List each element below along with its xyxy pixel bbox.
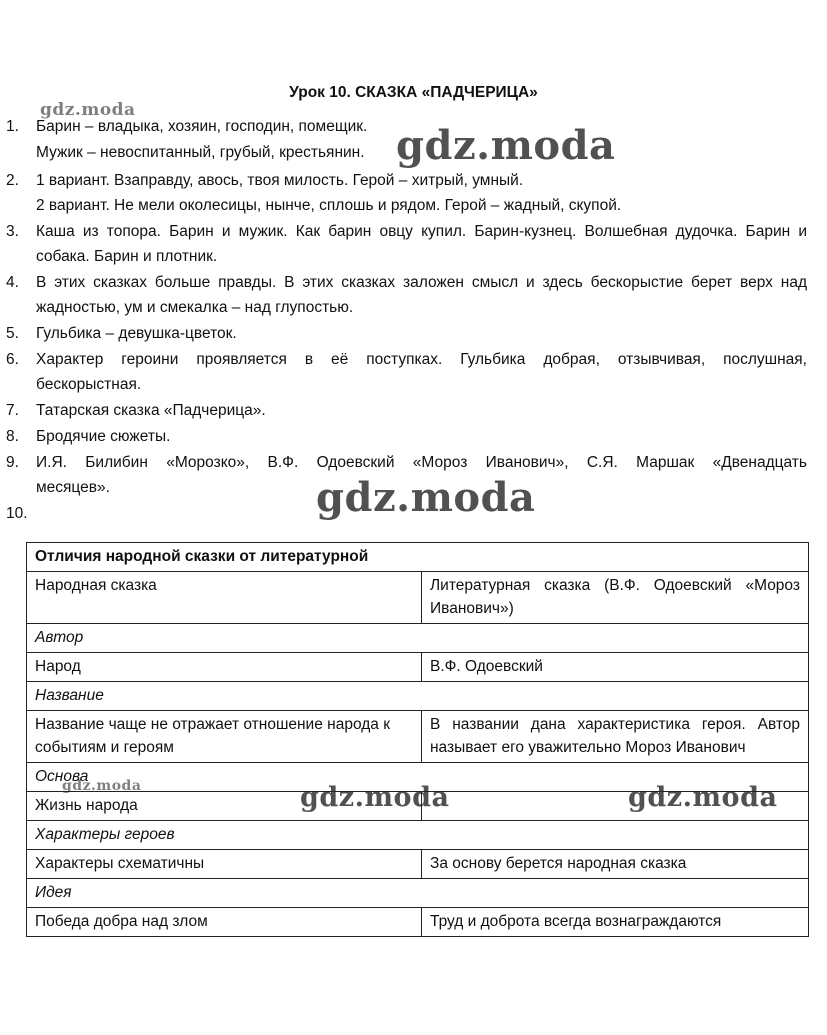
item-number: 8. [6,428,19,445]
section-label: Основа [27,763,809,792]
item-number: 5. [6,325,19,342]
table-row [27,763,809,792]
item-text: бескорыстная. [36,376,142,393]
table-cell: Народ [27,653,422,682]
column-heading-folk: Народная сказка [27,572,422,624]
item-text: месяцев». [36,479,110,496]
table-cell: В.Ф. Одоевский [422,653,809,682]
item-number: 3. [6,223,19,240]
item-number: 2. [6,172,19,189]
page-title: Урок 10. СКАЗКА «ПАДЧЕРИЦА» [289,84,538,101]
item-text: жадностью, ум и смекалка – над глупостью. [36,299,354,316]
item-number: 4. [6,274,19,291]
table-row [27,879,809,908]
table-header: Отличия народной сказки от литературной [27,543,809,572]
item-number: 1. [6,118,19,135]
item-text: 2 вариант. Не мели околесицы, нынче, сплошь и рядом. Герой – жадный, скупой. [36,197,622,214]
item-number: 9. [6,454,19,471]
table-cell: Победа добра над злом [27,908,422,937]
table-row [27,821,809,850]
table-row [27,711,809,763]
item-text: 1 вариант. Взаправду, авось, твоя милость. Герой – хитрый, умный. [36,172,524,189]
item-number: 6. [6,351,19,368]
watermark: gdz.moda [40,100,136,120]
comparison-table [26,542,809,937]
table-row [27,543,809,572]
section-label: Автор [27,624,809,653]
item-text: Бродячие сюжеты. [36,428,171,445]
table-row [27,908,809,937]
item-text: Барин – владыка, хозяин, господин, помещик. [36,118,368,135]
table-row [27,682,809,711]
table-row [27,850,809,879]
section-label: Идея [27,879,809,908]
watermark: gdz.moda [628,782,778,813]
table-cell: Труд и доброта всегда вознаграждаются [422,908,809,937]
item-text: Мужик – невоспитанный, грубый, крестьянин. [36,144,365,161]
table-row [27,653,809,682]
watermark: gdz.moda [396,122,616,169]
table-row [27,624,809,653]
table-cell: В названии дана характеристика героя. Автор называет его уважительно Мороз Иванович [422,711,809,763]
item-text: Каша из топора. Барин и мужик. Как барин овцу купил. Барин-кузнец. Волшебная дудочка. Барин и [36,223,807,240]
table-cell: Жизнь народа [27,792,422,821]
column-heading-literary: Литературная сказка (В.Ф. Одоевский «Мороз Иванович») [422,572,809,624]
item-text: собака. Барин и плотник. [36,248,218,265]
item-text: В этих сказках больше правды. В этих сказках заложен смысл и здесь бескорыстие берет верх над [36,274,807,291]
item-text: И.Я. Билибин «Морозко», В.Ф. Одоевский «Мороз Иванович», С.Я. Маршак «Двенадцать [36,454,807,471]
table-cell: За основу берется народная сказка [422,850,809,879]
section-label: Название [27,682,809,711]
table-row [27,572,809,624]
table-cell: Название чаще не отражает отношение народа к событиям и героям [27,711,422,763]
watermark: gdz.moda [62,778,142,794]
item-number: 7. [6,402,19,419]
watermark: gdz.moda [300,782,450,813]
table-cell: Характеры схематичны [27,850,422,879]
item-number: 10. [6,505,28,522]
table-cell [422,792,809,821]
item-text: Характер героини проявляется в её поступках. Гульбика добрая, отзывчивая, послушная, [36,351,807,368]
item-text: Гульбика – девушка-цветок. [36,325,237,342]
item-text: Татарская сказка «Падчерица». [36,402,266,419]
watermark: gdz.moda [316,474,536,521]
table-row [27,792,809,821]
section-label: Характеры героев [27,821,809,850]
